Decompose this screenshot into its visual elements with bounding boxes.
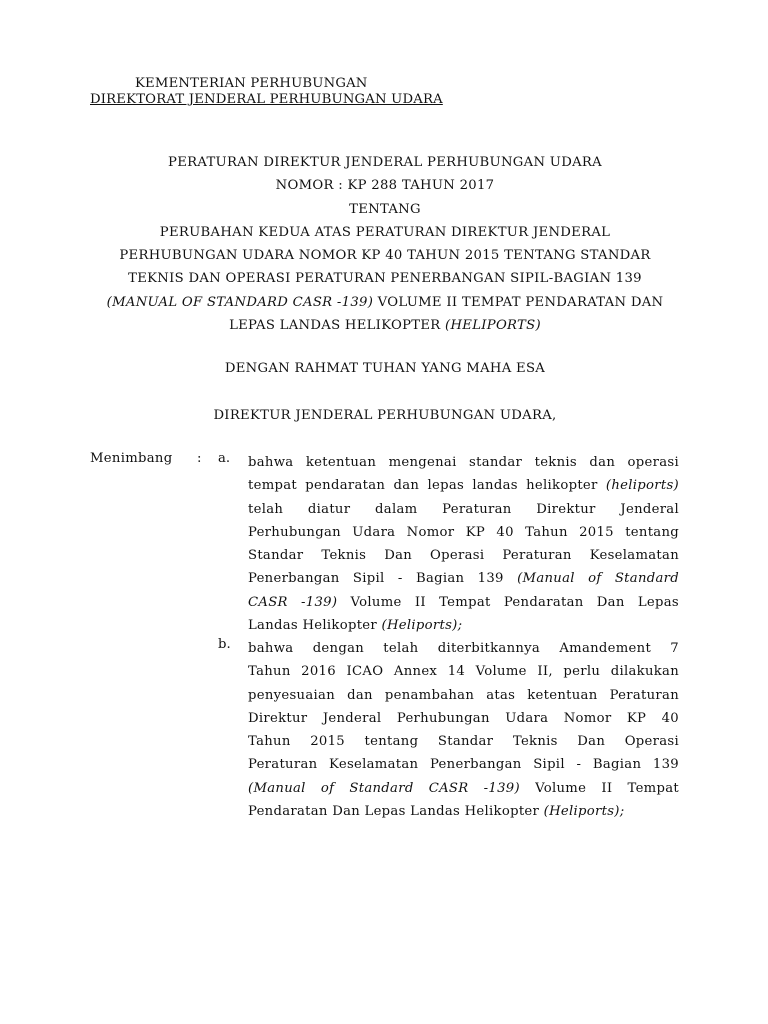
title-subject-4 xyxy=(90,291,680,314)
title-subject-5-start: LEPAS LANDAS HELIKOPTER xyxy=(229,318,446,334)
item-b-line-7-rest: Volume II Tempat xyxy=(519,780,679,796)
item-b-line xyxy=(248,800,679,823)
item-a-line xyxy=(248,567,679,590)
item-b-line: Tahun 2016 ICAO Annex 14 Volume II, perlu dilakukan xyxy=(248,664,679,680)
item-b-line-8-start: Pendaratan Dan Lepas Landas Helikopter xyxy=(248,804,544,820)
title-subject-1: PERUBAHAN KEDUA ATAS PERATURAN DIREKTUR JENDERAL xyxy=(159,224,611,240)
item-b-line: Direktur Jenderal Perhubungan Udara Nomor KP 40 xyxy=(248,710,679,726)
invocation: DENGAN RAHMAT TUHAN YANG MAHA ESA xyxy=(224,361,546,376)
item-b-line: Tahun 2015 tentang Standar Teknis Dan Operasi xyxy=(248,734,679,750)
menimbang-colon: : xyxy=(197,451,202,466)
item-a-line-7-italic: CASR -139) xyxy=(248,594,338,610)
item-b-line-7-italic: (Manual of Standard CASR -139) xyxy=(248,780,520,796)
item-b-letter: b. xyxy=(218,637,231,652)
item-a-line: telah diatur dalam Peraturan Direktur Jenderal xyxy=(248,501,679,517)
item-b-line: penyesuaian dan penambahan atas ketentuan Peraturan xyxy=(248,687,679,703)
item-a-line: bahwa ketentuan mengenai standar teknis dan operasi xyxy=(248,455,679,470)
item-a-line xyxy=(248,591,679,614)
title-subject-3: TEKNIS DAN OPERASI PERATURAN PENERBANGAN SIPIL-BAGIAN 139 xyxy=(128,271,642,287)
item-a-line: Perhubungan Udara Nomor KP 40 Tahun 2015 tentang xyxy=(248,524,679,540)
title-tentang: TENTANG xyxy=(349,201,421,217)
item-a-letter: a. xyxy=(218,451,231,466)
item-b-line-8-italic: (Heliports); xyxy=(543,804,625,820)
item-a-line-8-start: Landas Helikopter xyxy=(248,618,382,634)
item-a-line-8-italic: (Heliports); xyxy=(381,618,463,634)
item-a-line-6-italic: (Manual of Standard xyxy=(517,571,679,587)
directorate-name: DIREKTORAT JENDERAL PERHUBUNGAN UDARA xyxy=(90,92,443,107)
menimbang-label: Menimbang xyxy=(90,451,173,466)
item-a-line xyxy=(248,474,679,497)
title-subject-4-rest: VOLUME II TEMPAT PENDARATAN DAN xyxy=(373,294,664,310)
item-a-line xyxy=(248,614,679,637)
title-subject-4-italic: (MANUAL OF STANDARD CASR -139) xyxy=(106,294,374,310)
item-b-line: Peraturan Keselamatan Penerbangan Sipil - Bagian 139 xyxy=(248,757,679,773)
ministry-name: KEMENTERIAN PERHUBUNGAN xyxy=(135,76,368,91)
item-b-line xyxy=(248,777,679,800)
item-a-line-6-start: Penerbangan Sipil - Bagian 139 xyxy=(248,571,518,587)
official-title: DIREKTUR JENDERAL PERHUBUNGAN UDARA, xyxy=(213,408,557,423)
document-header xyxy=(0,0,768,120)
title-line-1: PERATURAN DIREKTUR JENDERAL PERHUBUNGAN UDARA xyxy=(168,155,602,170)
title-subject-2: PERHUBUNGAN UDARA NOMOR KP 40 TAHUN 2015 TENTANG STANDAR xyxy=(119,248,651,264)
item-a-line-7-rest: Volume II Tempat Pendaratan Dan Lepas xyxy=(337,594,679,610)
item-a-line: Standar Teknis Dan Operasi Peraturan Keselamatan xyxy=(248,548,679,564)
item-a-line-2-start: tempat pendaratan dan lepas landas helikopter xyxy=(248,478,606,494)
regulation-title xyxy=(90,151,680,337)
title-number: NOMOR : KP 288 TAHUN 2017 xyxy=(275,178,495,194)
item-b-text xyxy=(248,637,679,823)
item-a-text xyxy=(248,451,679,637)
title-subject-5 xyxy=(90,314,680,337)
item-a-line-2-italic: (heliports) xyxy=(605,478,679,494)
item-b-line: bahwa dengan telah diterbitkannya Amandement 7 xyxy=(248,641,679,656)
title-subject-5-italic: (HELIPORTS) xyxy=(445,318,541,334)
